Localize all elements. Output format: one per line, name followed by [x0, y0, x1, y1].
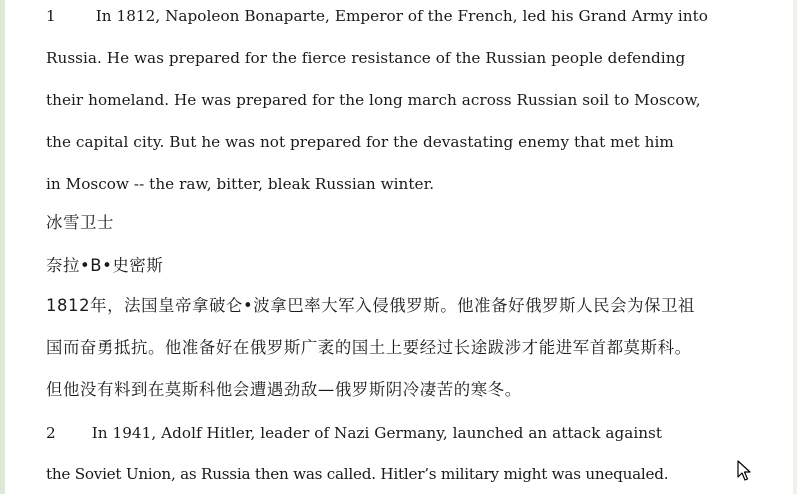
paragraph-1-line-1	[46, 6, 708, 26]
chinese-line-3: 但他没有料到在莫斯科他会遭遇劲敌—俄罗斯阴冷凄苦的寒冬。	[46, 380, 522, 399]
chinese-author: 奈拉•B•史密斯	[46, 256, 164, 275]
paragraph-2-number: 2	[46, 424, 56, 442]
paragraph-2-line-1-text: In 1941, Adolf Hitler, leader of Nazi Germany, launched an attack against	[91, 424, 663, 442]
paragraph-1-line-1-text: In 1812, Napoleon Bonaparte, Emperor of the French, led his Grand Army into	[95, 7, 708, 25]
paragraph-1-line-2: Russia. He was prepared for the fierce resistance of the Russian people defending	[46, 49, 686, 67]
paragraph-1-line-5: in Moscow -- the raw, bitter, bleak Russian winter.	[46, 175, 435, 193]
left-margin-strip	[0, 0, 5, 494]
right-margin-strip	[793, 0, 797, 494]
paragraph-1-number: 1	[46, 7, 56, 25]
paragraph-1-line-3: their homeland. He was prepared for the long march across Russian soil to Moscow,	[46, 91, 701, 109]
paragraph-2-line-1	[46, 423, 662, 443]
chinese-title: 冰雪卫士	[46, 213, 114, 232]
paragraph-1-line-4: the capital city. But he was not prepared for the devastating enemy that met him	[46, 133, 674, 151]
paragraph-2-line-2: the Soviet Union, as Russia then was called. Hitler’s military might was unequaled.	[46, 465, 669, 483]
chinese-line-2: 国而奋勇抵抗。他准备好在俄罗斯广袤的国土上要经过长途跋涉才能进军首都莫斯科。	[46, 338, 692, 357]
chinese-line-1: 1812年，法国皇帝拿破仑•波拿巴率大军入侵俄罗斯。他准备好俄罗斯人民会为保卫祖	[46, 296, 696, 315]
mouse-pointer-icon	[737, 460, 751, 482]
